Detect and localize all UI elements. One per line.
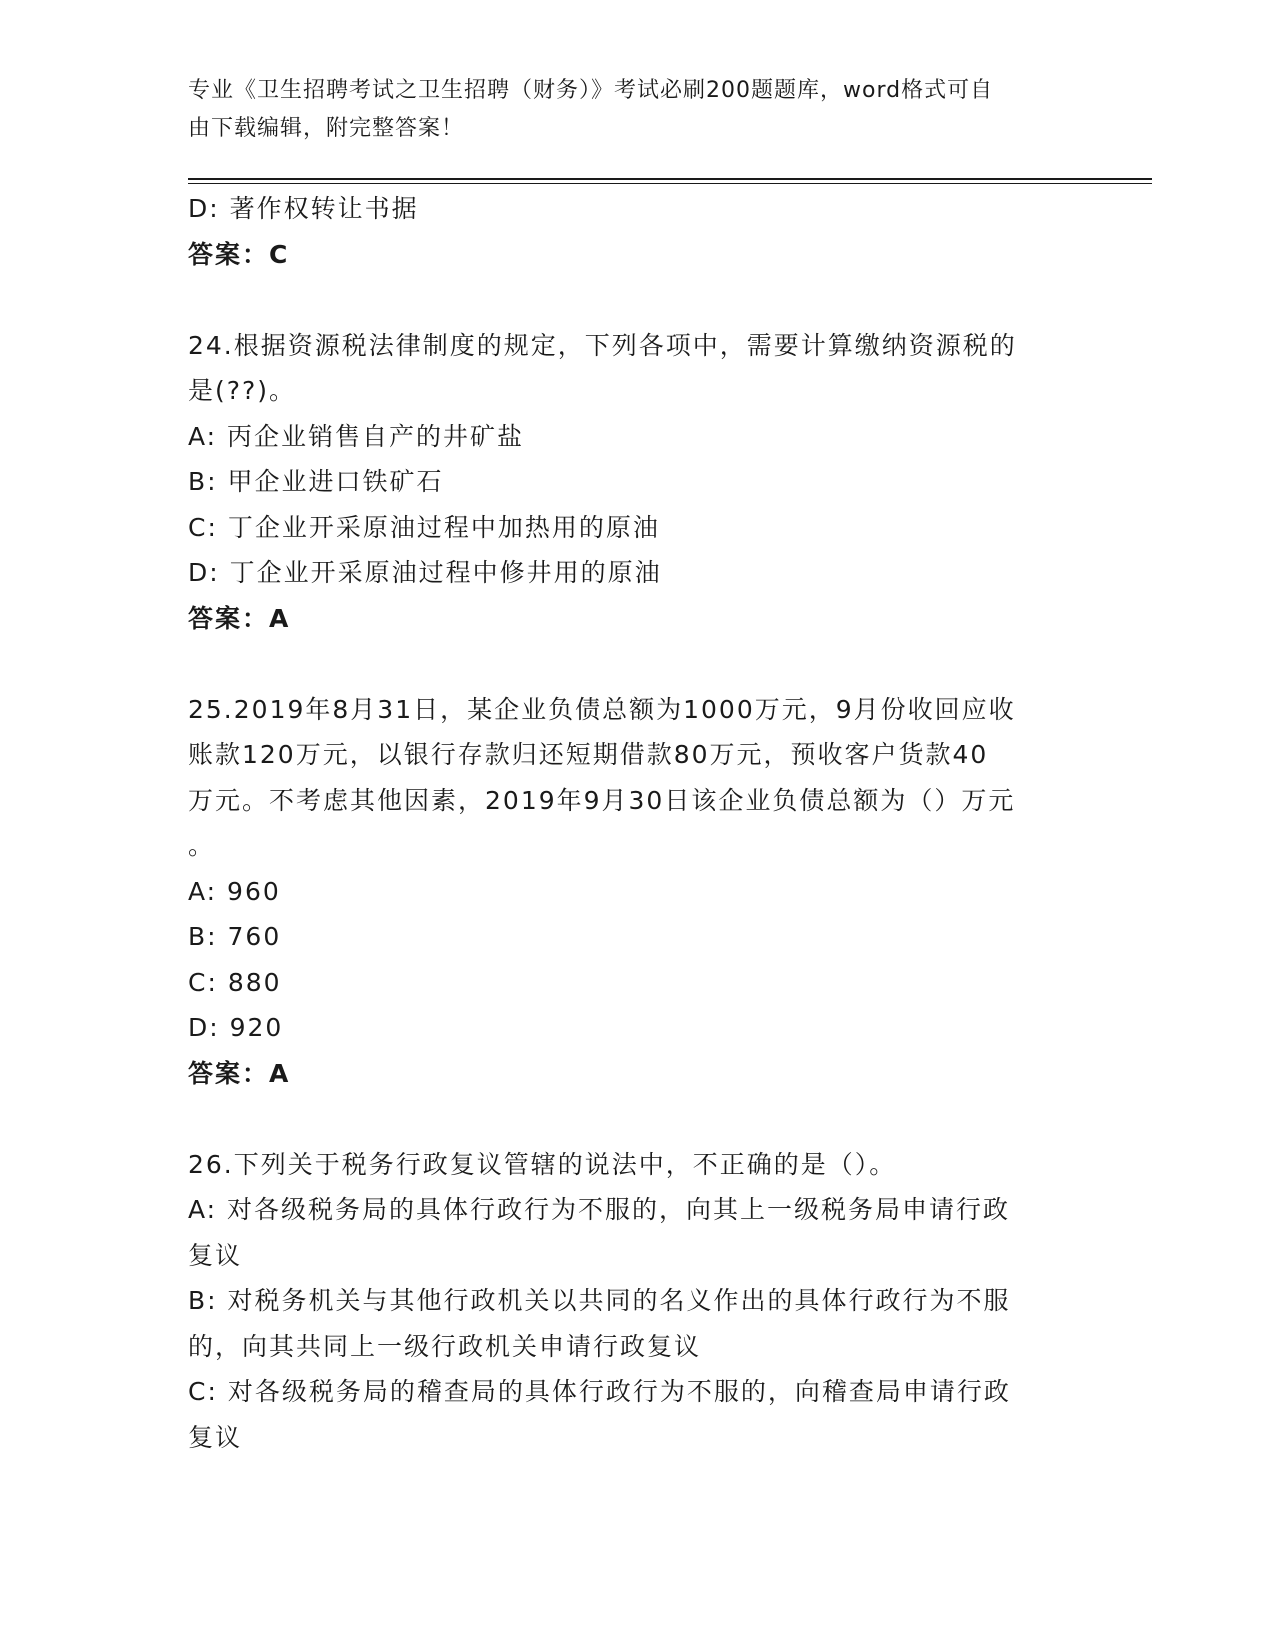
question-25	[188, 687, 1078, 1097]
spacer	[188, 277, 1078, 323]
question-26	[188, 1142, 1078, 1461]
option-b: B: 对税务机关与其他行政机关以共同的名义作出的具体行政行为不服	[188, 1286, 1011, 1315]
question-content	[188, 186, 1078, 1460]
option-c: C: 丁企业开采原油过程中加热用的原油	[188, 512, 660, 542]
question-24	[188, 323, 1078, 642]
option-d: D: 920	[188, 1013, 284, 1042]
document-header	[188, 72, 1068, 148]
option-a: A: 丙企业销售自产的井矿盐	[188, 421, 525, 451]
option-c: 复议	[188, 1422, 243, 1452]
option-d: D: 丁企业开采原油过程中修井用的原油	[188, 558, 662, 587]
option-a: A: 960	[188, 876, 281, 906]
option-a: 复议	[188, 1240, 243, 1270]
header-line-1: 专业《卫生招聘考试之卫生招聘（财务）》考试必刷200题题库，word格式可自	[188, 78, 994, 103]
option-c: C: 对各级税务局的稽查局的具体行政行为不服的，向稽查局申请行政	[188, 1377, 1011, 1406]
header-divider-thick	[188, 178, 1152, 180]
option-b: B: 760	[188, 922, 282, 951]
option-a: A: 对各级税务局的具体行政行为不服的，向其上一级税务局申请行政	[188, 1195, 1011, 1224]
answer: 答案：A	[188, 1058, 291, 1088]
question-stem: 。	[188, 831, 216, 860]
option-c: C: 880	[188, 967, 282, 997]
option-b: B: 甲企业进口铁矿石	[188, 467, 444, 496]
header-divider-thin	[188, 183, 1152, 184]
answer: 答案：A	[188, 603, 291, 633]
question-stem: 是(??)。	[188, 376, 297, 405]
previous-question-tail	[188, 186, 1078, 277]
option-b: 的，向其共同上一级行政机关申请行政复议	[188, 1331, 702, 1361]
answer: 答案：C	[188, 239, 290, 269]
question-stem: 25.2019年8月31日，某企业负债总额为1000万元，9月份收回应收	[188, 694, 1016, 724]
question-stem: 账款120万元，以银行存款归还短期借款80万元，预收客户货款40	[188, 740, 989, 769]
question-stem: 万元。不考虑其他因素，2019年9月30日该企业负债总额为（）万元	[188, 785, 1016, 815]
question-stem: 24.根据资源税法律制度的规定，下列各项中，需要计算缴纳资源税的	[188, 330, 1017, 360]
option-d: D: 著作权转让书据	[188, 194, 419, 223]
question-stem: 26.下列关于税务行政复议管辖的说法中，不正确的是（）。	[188, 1149, 897, 1179]
header-line-2: 由下载编辑，附完整答案！	[188, 116, 465, 141]
spacer	[188, 1096, 1078, 1142]
spacer	[188, 641, 1078, 687]
